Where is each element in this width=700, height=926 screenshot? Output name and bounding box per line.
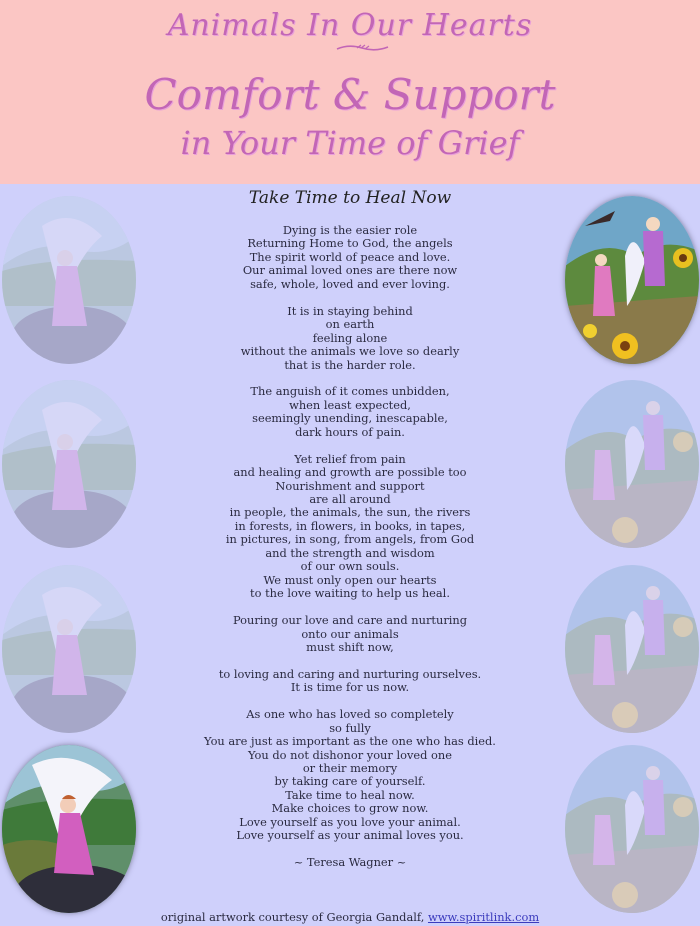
- poem-line: You do not dishonor your loved one: [248, 747, 452, 762]
- poem-line: Yet relief from pain: [294, 451, 406, 466]
- angel-cat-artwork-image: [2, 745, 136, 913]
- subtitle-line-1: Comfort & Support: [144, 70, 556, 119]
- poem-line: of our own souls.: [300, 559, 400, 574]
- poem-line: by taking care of yourself.: [274, 774, 426, 789]
- poem-line: As one who has loved so completely: [246, 707, 454, 722]
- poem-line: and healing and growth are possible too: [233, 465, 467, 480]
- artwork-credit: [0, 910, 700, 924]
- poem-line: in forests, in flowers, in books, in tapes,: [234, 518, 466, 533]
- poem-body: [150, 224, 550, 870]
- subtitle-line-2: in Your Time of Grief: [180, 124, 520, 162]
- poem-title: Take Time to Heal Now: [248, 188, 452, 208]
- poem-line: Our animal loved ones are there now: [242, 263, 458, 278]
- angels-sunflower-artwork-image: [565, 745, 699, 913]
- poem-line: that is the harder role.: [284, 357, 416, 372]
- angel-cat-artwork-image: [2, 565, 136, 733]
- poem-line: You are just as important as the one who has died.: [204, 734, 496, 749]
- poem-line: The spirit world of peace and love.: [249, 249, 451, 264]
- poem-line: feeling alone: [312, 330, 388, 345]
- poem-line: Pouring our love and care and nurturing: [232, 613, 468, 628]
- poem-line: We must only open our hearts: [263, 572, 437, 587]
- stanza-break: [150, 291, 550, 304]
- poem-line: to loving and caring and nurturing ourselves.: [218, 666, 482, 681]
- stanza-break: [150, 695, 550, 708]
- stanza-break: [150, 372, 550, 385]
- poem-line: Make choices to grow now.: [271, 801, 429, 816]
- poem-line: seemingly unending, inescapable,: [252, 411, 448, 426]
- spiritlink-link[interactable]: www.spiritlink.com: [427, 910, 540, 924]
- poem-line: It is in staying behind: [287, 303, 413, 318]
- poem-line: are all around: [309, 492, 391, 507]
- poem-line: ~ Teresa Wagner ~: [293, 855, 407, 870]
- poem-line: Nourishment and support: [275, 478, 425, 493]
- poem-line: and the strength and wisdom: [265, 545, 435, 560]
- angel-cat-artwork-image: [2, 380, 136, 548]
- stanza-break: [150, 843, 550, 856]
- poem-line: must shift now,: [306, 639, 394, 654]
- poem-line: so fully: [329, 720, 371, 735]
- poem-line: in pictures, in song, from angels, from God: [225, 532, 475, 547]
- poem-line: onto our animals: [301, 626, 399, 641]
- angels-sunflower-artwork-image: [565, 380, 699, 548]
- poem-line: Take time to heal now.: [285, 787, 415, 802]
- angel-cat-artwork-image: [2, 196, 136, 364]
- poem-line: or their memory: [302, 761, 398, 776]
- poem-line: in people, the animals, the sun, the rivers: [229, 505, 471, 520]
- angels-sunflower-artwork-image: [565, 196, 699, 364]
- credit-text: original artwork courtesy of Georgia Gandalf,: [160, 910, 425, 924]
- stanza-break: [150, 601, 550, 614]
- poem-line: Love yourself as your animal loves you.: [236, 828, 464, 843]
- angels-sunflower-artwork-image: [565, 565, 699, 733]
- poem-line: The anguish of it comes unbidden,: [250, 384, 450, 399]
- site-title: Animals In Our Hearts: [167, 8, 533, 43]
- header-banner: [0, 0, 700, 184]
- poem-line: to the love waiting to help us heal.: [250, 586, 450, 601]
- poem-line: safe, whole, loved and ever loving.: [250, 276, 450, 291]
- poem-line: Returning Home to God, the angels: [247, 236, 453, 251]
- poem-line: on earth: [325, 317, 375, 332]
- poem-line: Love yourself as you love your animal.: [239, 814, 461, 829]
- flourish-ornament: [335, 42, 390, 54]
- poem-line: without the animals we love so dearly: [240, 344, 460, 359]
- poem-line: when least expected,: [289, 397, 411, 412]
- poem-line: Dying is the easier role: [282, 223, 418, 237]
- stanza-break: [150, 439, 550, 452]
- poem-line: dark hours of pain.: [295, 424, 405, 439]
- stanza-break: [150, 654, 550, 667]
- poem-line: It is time for us now.: [290, 680, 410, 695]
